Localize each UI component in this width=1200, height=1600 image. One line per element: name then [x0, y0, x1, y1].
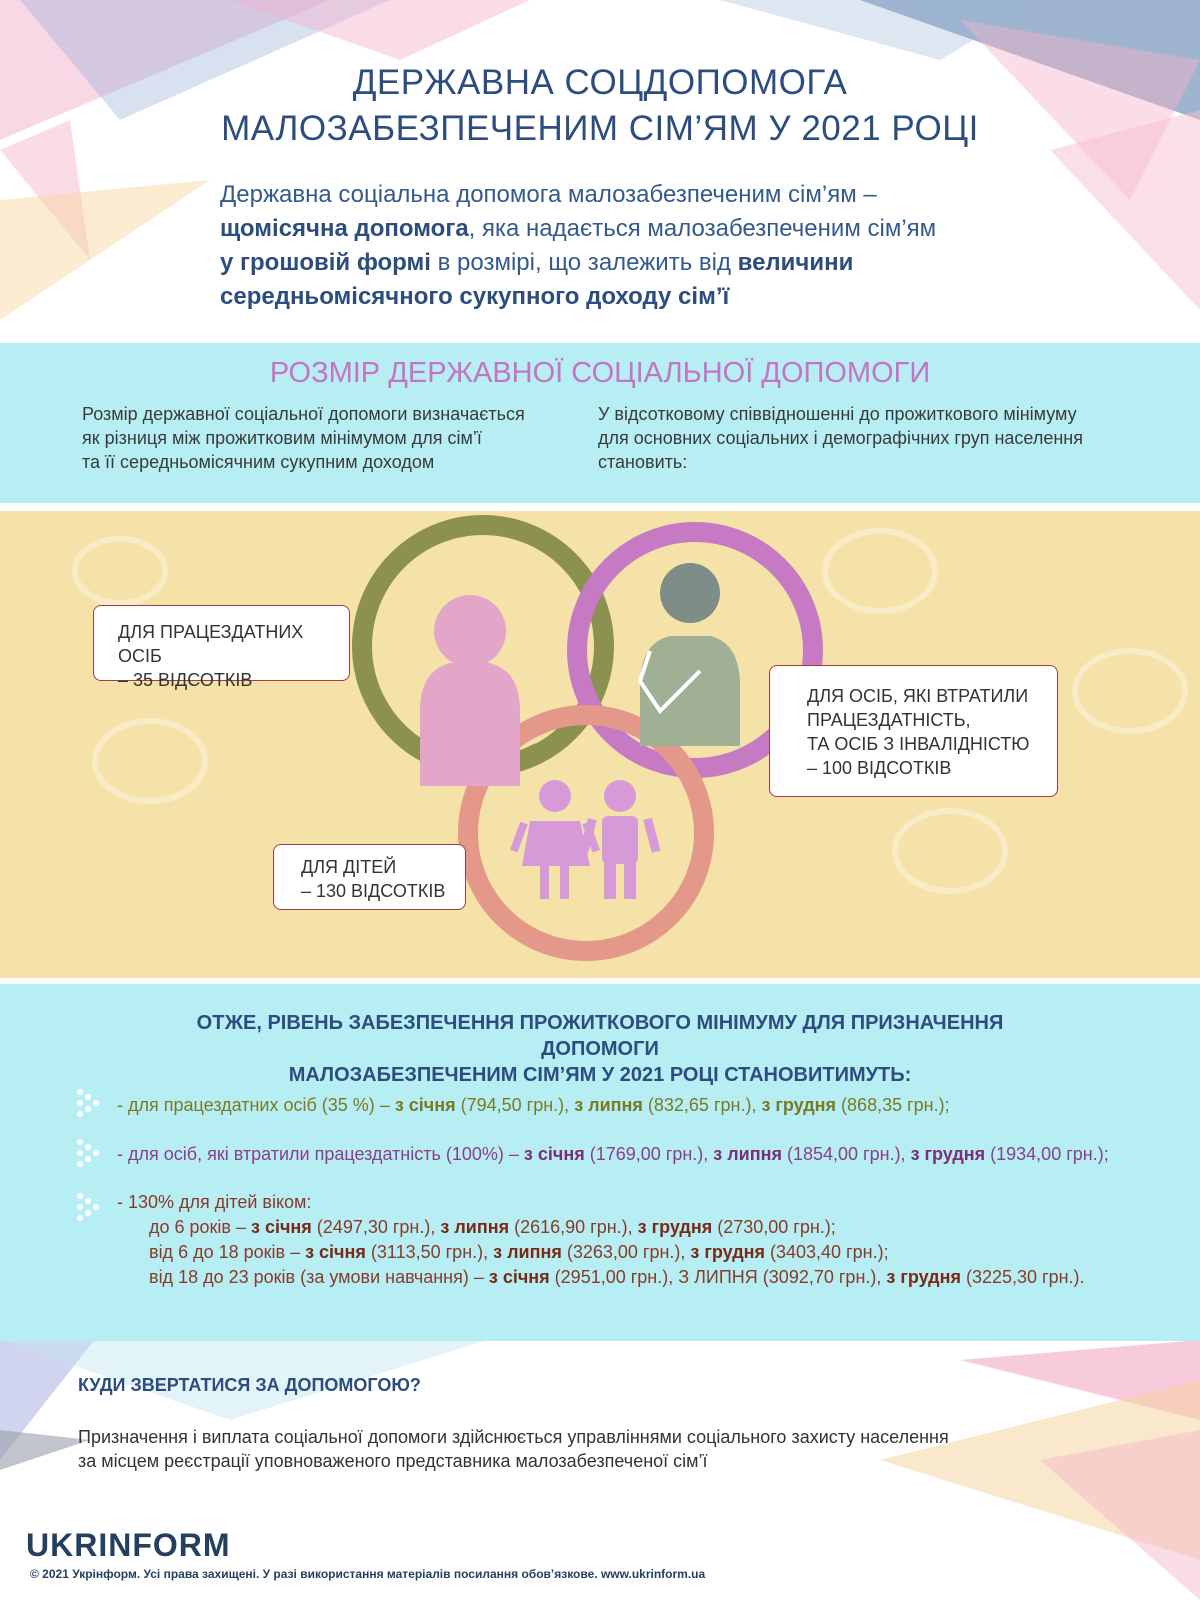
dotted-arrow-icon: [76, 1138, 106, 1168]
row-key: з січня: [523, 1144, 585, 1164]
label-line: ДЛЯ ПРАЦЕЗДАТНИХ ОСІБ: [118, 622, 304, 666]
label-line: – 100 ВІДСОТКІВ: [807, 758, 952, 778]
summary-title: [150, 1010, 1050, 1088]
size-definition-line: Розмір державної соціальної допомоги визначається: [82, 404, 525, 424]
row-value: (3113,50 грн.),: [365, 1242, 494, 1262]
where-line: за місцем реєстрації уповноваженого представника малозабезпеченої сім’ї: [78, 1451, 708, 1471]
page-title: [100, 60, 1100, 152]
intro-bold-income: середньомісячного сукупного доходу сім’ї: [220, 283, 730, 310]
row-key: з січня: [488, 1267, 550, 1287]
intro-bold-money: у грошовій формі: [220, 249, 431, 276]
row-key: з липня: [440, 1217, 510, 1237]
boy-icon: [579, 780, 660, 899]
row-children-head: - 130% для дітей віком:: [117, 1192, 312, 1212]
copyright-text: © 2021 Укрінформ. Усі права захищені. У разі використання матеріалів посилання обов’язкове. www.ukrinform.ua: [30, 1567, 706, 1581]
intro-text-1: Державна соціальна допомога малозабезпеченим сім’ям –: [220, 181, 877, 208]
row-value: (1934,00 грн.);: [985, 1144, 1109, 1164]
label-line: ДЛЯ ДІТЕЙ: [301, 857, 397, 877]
row-key: з липня: [574, 1095, 643, 1115]
injured-person-icon: [640, 563, 740, 746]
size-section-title: РОЗМІР ДЕРЖАВНОЇ СОЦІАЛЬНОЇ ДОПОМОГИ: [269, 357, 931, 389]
size-definition-line: та її середньомісячним сукупним доходом: [82, 452, 435, 472]
intro-text-2: , яка надається малозабезпеченим сім’ям: [468, 215, 937, 242]
row-disabled: [117, 1142, 1109, 1167]
row-key: з грудня: [886, 1267, 961, 1287]
row-key: з січня: [305, 1242, 366, 1262]
percentage-intro-line: для основних соціальних і демографічних груп населення: [598, 428, 1083, 448]
title-line-2: МАЛОЗАБЕЗПЕЧЕНИМ СІМ’ЯМ У 2021 РОЦІ: [221, 109, 979, 148]
row-text: - для осіб, які втратили працездатність (100%) –: [117, 1144, 524, 1164]
row-children: [117, 1190, 1085, 1290]
row-text: від 6 до 18 років –: [149, 1242, 306, 1262]
label-line: ДЛЯ ОСІБ, ЯКІ ВТРАТИЛИ: [807, 686, 1029, 706]
row-children-18-23: [117, 1265, 1085, 1290]
row-value: (832,65 грн.),: [642, 1095, 762, 1115]
where-to-apply-title: КУДИ ЗВЕРТАТИСЯ ЗА ДОПОМОГОЮ?: [78, 1375, 421, 1395]
row-value: (3225,30 грн.).: [960, 1267, 1085, 1287]
row-value: (1854,00 грн.),: [781, 1144, 911, 1164]
row-key: з липня: [713, 1144, 782, 1164]
label-line: ПРАЦЕЗДАТНІСТЬ,: [807, 710, 971, 730]
label-able-bodied: [93, 605, 350, 690]
row-children-6-18: [117, 1240, 1085, 1265]
row-text: - для працездатних осіб (35 %) –: [117, 1095, 395, 1115]
row-text: до 6 років –: [149, 1217, 251, 1237]
row-value: (3263,00 грн.),: [561, 1242, 691, 1262]
row-value: (1769,00 грн.),: [584, 1144, 714, 1164]
row-key: з грудня: [910, 1144, 986, 1164]
percentage-intro-line: становить:: [598, 452, 688, 472]
row-key: з грудня: [637, 1217, 713, 1237]
ukrinform-logo: UKRINFORM: [26, 1527, 231, 1563]
percentage-intro-text: [598, 402, 1118, 474]
intro-bold-size: величини: [737, 249, 854, 276]
row-key: з липня: [493, 1242, 562, 1262]
summary-title-line: ОТЖЕ, РІВЕНЬ ЗАБЕЗПЕЧЕННЯ ПРОЖИТКОВОГО МІНІМУМУ ДЛЯ ПРИЗНАЧЕННЯ ДОПОМОГИ: [196, 1012, 1004, 1060]
row-value: (868,35 грн.);: [836, 1095, 950, 1115]
size-definition-text: [82, 402, 562, 474]
where-to-apply-text: [78, 1425, 1028, 1473]
row-key: з січня: [251, 1217, 312, 1237]
where-line: Призначення і виплата соціальної допомоги здійснюється управліннями соціального захисту населення: [78, 1427, 949, 1447]
row-text: від 18 до 23 років (за умови навчання) –: [149, 1267, 489, 1287]
intro-bold-monthly: щомісячна допомога: [220, 215, 469, 242]
row-children-under-6: [117, 1215, 1085, 1240]
row-able-bodied: [117, 1093, 950, 1118]
size-definition-line: як різниця між прожитковим мінімумом для сім’ї: [82, 428, 482, 448]
percentage-intro-line: У відсотковому співвідношенні до прожиткового мінімуму: [598, 404, 1077, 424]
row-key: з січня: [394, 1095, 456, 1115]
row-value: (2730,00 грн.);: [712, 1217, 836, 1237]
label-disabled: [769, 665, 1058, 797]
row-key: з грудня: [690, 1242, 765, 1262]
title-line-1: ДЕРЖАВНА СОЦДОПОМОГА: [352, 63, 848, 102]
intro-text-3: в розмірі, що залежить від: [430, 249, 738, 276]
adult-person-icon: [420, 595, 520, 786]
label-line: – 130 ВІДСОТКІВ: [301, 881, 446, 901]
row-value: (2497,30 грн.),: [311, 1217, 441, 1237]
row-value: (3403,40 грн.);: [765, 1242, 889, 1262]
row-value: (2951,00 грн.), З ЛИПНЯ (3092,70 грн.),: [549, 1267, 887, 1287]
label-children: [273, 844, 466, 910]
dotted-arrow-icon: [76, 1088, 106, 1118]
row-key: з грудня: [761, 1095, 837, 1115]
intro-paragraph: [220, 178, 1020, 314]
dotted-arrow-icon: [76, 1192, 106, 1222]
summary-title-line: МАЛОЗАБЕЗПЕЧЕНИМ СІМ’ЯМ У 2021 РОЦІ СТАНОВИТИМУТЬ:: [288, 1064, 912, 1086]
row-value: (794,50 грн.),: [455, 1095, 575, 1115]
label-line: ТА ОСІБ З ІНВАЛІДНІСТЮ: [807, 734, 1030, 754]
label-line: – 35 ВІДСОТКІВ: [118, 670, 253, 690]
row-value: (2616,90 грн.),: [509, 1217, 638, 1237]
